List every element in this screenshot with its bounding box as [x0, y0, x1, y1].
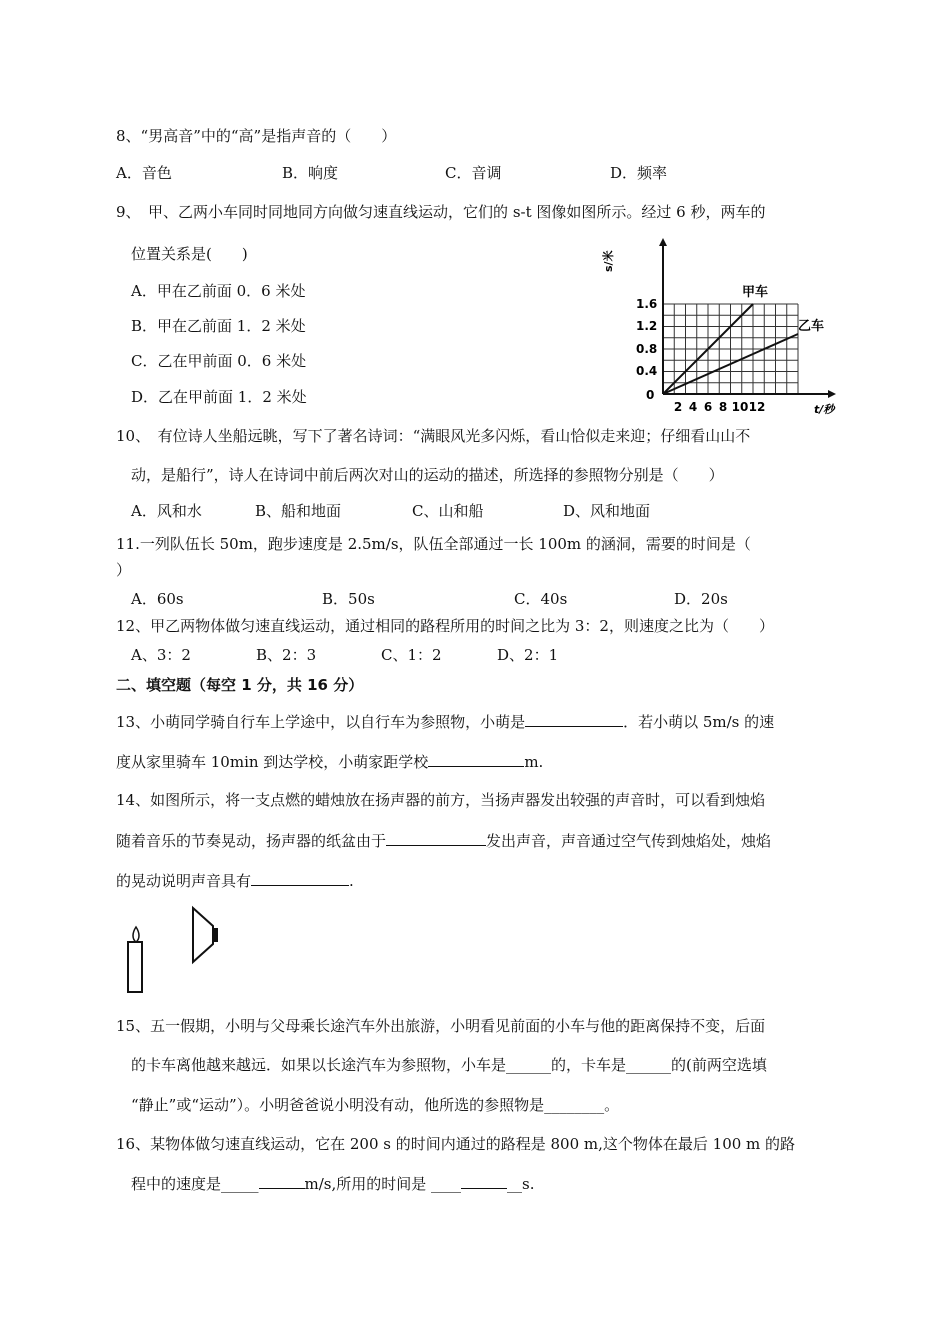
q8-option-a: A．音色 — [116, 164, 172, 182]
q9-option-b: B．甲在乙前面 1．2 米处 — [131, 317, 306, 335]
x-tick-12: 12 — [748, 400, 766, 414]
candle-icon — [128, 927, 142, 992]
q13-text-1: 13、小萌同学骑自行车上学途中，以自行车为参照物，小萌是 — [116, 713, 526, 731]
y-tick-0-8: 0.8 — [636, 342, 658, 356]
q8-option-d: D．频率 — [610, 164, 668, 182]
question-13-line1 — [116, 712, 774, 732]
q14-blank-1[interactable] — [386, 831, 486, 846]
section-2-heading: 二、填空题（每空 1 分，共 16 分） — [116, 676, 364, 694]
question-10-stem-line1: 10、 有位诗人坐船远眺，写下了著名诗词：“满眼风光多闪烁，看山恰似走来迎；仔细看山山不 — [116, 427, 751, 445]
q14-text-1: 随着音乐的节奏晃动，扬声器的纸盆由于 — [116, 832, 387, 850]
q10-option-c: C、山和船 — [412, 502, 484, 520]
q14-text-3: 的晃动说明声音具有 — [116, 872, 252, 890]
q11-option-c: C．40s — [514, 590, 568, 608]
q13-blank-2[interactable] — [428, 752, 524, 767]
question-15-line1: 15、五一假期，小明与父母乘长途汽车外出旅游，小明看见前面的小车与他的距离保持不变，后面 — [116, 1017, 766, 1035]
q11-option-b: B．50s — [322, 590, 375, 608]
x-tick-4: 4 — [688, 400, 698, 414]
q12-option-a: A、3：2 — [131, 646, 191, 664]
q14-blank-2[interactable] — [251, 871, 349, 886]
x-tick-2: 2 — [673, 400, 683, 414]
question-11-stem-line1: 11.一列队伍长 50m，跑步速度是 2.5m/s，队伍全部通过一长 100m 的涵洞，需要的时间是（ — [116, 535, 751, 553]
x-axis-label: t/秒 — [814, 403, 835, 416]
q13-text-4: m. — [524, 753, 544, 771]
question-15-line2: 的卡车离他越来越远．如果以长途汽车为参照物，小车是______的，卡车是______的(前两空选填 — [131, 1056, 767, 1074]
q12-option-b: B、2：3 — [256, 646, 317, 664]
y-tick-1-6: 1.6 — [636, 297, 658, 311]
y-tick-0-4: 0.4 — [636, 364, 658, 378]
x-axis-arrow — [828, 390, 836, 398]
q14-text-4: . — [349, 872, 354, 890]
q8-option-b: B．响度 — [282, 164, 339, 182]
x-tick-6: 6 — [703, 400, 713, 414]
question-15-line3: “静止”或“运动”）。小明爸爸说小明没有动，他所选的参照物是________。 — [131, 1096, 620, 1114]
q9-option-a: A．甲在乙前面 0．6 米处 — [131, 282, 306, 300]
q12-option-c: C、1：2 — [381, 646, 442, 664]
y-axis-arrow — [659, 238, 667, 246]
question-8-stem: 8、“男高音”中的“高”是指声音的（ ） — [116, 127, 397, 145]
question-11-stem-line2: ） — [116, 561, 132, 579]
q14-text-2: 发出声音，声音通过空气传到烛焰处，烛焰 — [486, 832, 772, 850]
q8-option-c: C．音调 — [445, 164, 502, 182]
question-13-line2 — [116, 752, 543, 772]
origin-label: 0 — [646, 388, 655, 402]
candle-speaker-figure — [118, 902, 228, 997]
q16-text-2: m/s,所用的时间是 ____ — [304, 1175, 462, 1193]
question-16-line1: 16、某物体做匀速直线运动，它在 200 s 的时间内通过的路程是 800 m,这个物体在最后 100 m 的路 — [116, 1135, 796, 1153]
y-tick-1-2: 1.2 — [636, 319, 658, 333]
st-graph-figure — [602, 236, 848, 416]
speaker-icon — [193, 908, 218, 962]
question-10-stem-line2: 动，是船行”，诗人在诗词中前后两次对山的运动的描述，所选择的参照物分别是（ ） — [131, 466, 724, 484]
question-14-line1: 14、如图所示，将一支点燃的蜡烛放在扬声器的前方，当扬声器发出较强的声音时，可以看到烛焰 — [116, 791, 766, 809]
q13-text-3: 度从家里骑车 10min 到达学校，小萌家距学校 — [116, 753, 429, 771]
q11-option-d: D．20s — [674, 590, 728, 608]
series-yi-label: 乙车 — [798, 319, 825, 334]
graph-grid — [663, 304, 798, 394]
q16-text-1: 程中的速度是_____ — [131, 1175, 259, 1193]
question-9-stem-line1: 9、 甲、乙两小车同时同地同方向做匀速直线运动，它们的 s-t 图像如图所示。经过 6 秒，两车的 — [116, 203, 766, 221]
q16-text-3: __s. — [507, 1175, 535, 1193]
question-14-line3 — [116, 871, 354, 891]
q10-option-b: B、船和地面 — [255, 502, 342, 520]
question-14-line2 — [116, 831, 771, 851]
q9-option-d: D．乙在甲前面 1．2 米处 — [131, 388, 307, 406]
q10-option-a: A．风和水 — [131, 502, 202, 520]
q9-option-c: C．乙在甲前面 0．6 米处 — [131, 352, 307, 370]
question-12-stem: 12、甲乙两物体做匀速直线运动，通过相同的路程所用的时间之比为 3：2，则速度之比为（ ） — [116, 617, 774, 635]
q13-text-2: ．若小萌以 5m/s 的速 — [623, 713, 775, 731]
x-tick-8: 8 — [718, 400, 728, 414]
q10-option-d: D、风和地面 — [563, 502, 651, 520]
q13-blank-1[interactable] — [525, 712, 623, 727]
x-tick-10: 10 — [731, 400, 749, 414]
question-9-stem-line2: 位置关系是( ) — [131, 245, 248, 263]
q16-blank-1[interactable] — [259, 1174, 305, 1189]
q12-option-d: D、2：1 — [497, 646, 559, 664]
question-16-line2 — [131, 1174, 535, 1194]
q11-option-a: A．60s — [131, 590, 184, 608]
q16-blank-2[interactable] — [461, 1174, 507, 1189]
series-jia-label: 甲车 — [742, 285, 769, 300]
y-axis-label: s/米 — [602, 250, 615, 272]
